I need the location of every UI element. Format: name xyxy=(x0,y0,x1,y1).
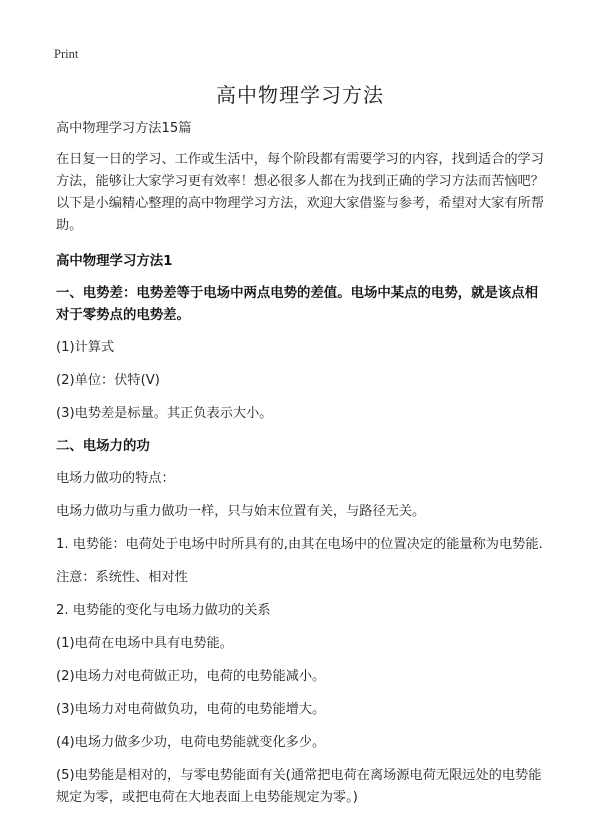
point-heading-field-work: 二、电场力的功 xyxy=(56,439,150,454)
list-item: (1)电荷在电场中具有电势能。 xyxy=(56,636,233,651)
article-subtitle: 高中物理学习方法15篇 xyxy=(56,121,192,136)
list-item: 电场力做功与重力做功一样，只与始末位置有关，与路径无关。 xyxy=(56,504,426,519)
print-link[interactable]: Print xyxy=(54,47,79,61)
point-heading-potential-difference: 一、电势差：电势差等于电场中两点电势的差值。电场中某点的电势，就是该点相对于零势点的电势差。 xyxy=(56,286,539,323)
list-item: 2. 电势能的变化与电场力做功的关系 xyxy=(56,603,271,618)
list-item: (1)计算式 xyxy=(56,340,115,355)
list-item: (4)电场力做多少功，电荷电势能就变化多少。 xyxy=(56,735,326,750)
list-item: (5)电势能是相对的，与零电势能面有关(通常把电荷在离场源电荷无限远处的电势能规定为零，或把电荷在大地表面上电势能规定为零。) xyxy=(56,768,542,805)
list-item: 注意：系统性、相对性 xyxy=(56,570,188,585)
list-item: 1. 电势能：电荷处于电场中时所具有的,由其在电场中的位置决定的能量称为电势能. xyxy=(56,537,543,552)
intro-paragraph: 在日复一日的学习、工作或生活中，每个阶段都有需要学习的内容，找到适合的学习方法，能够让大家学习更有效率！想必很多人都在为找到正确的学习方法而苦恼吧？以下是小编精心整理的高中物理学习方法，欢迎大家借鉴与参考，希望对大家有所帮助。 xyxy=(56,152,544,233)
list-item: (2)单位：伏特(V) xyxy=(56,373,160,388)
section-heading: 高中物理学习方法1 xyxy=(56,254,173,269)
list-item: (3)电场力对电荷做负功，电荷的电势能增大。 xyxy=(56,702,326,717)
article-body xyxy=(56,118,550,820)
list-item: 电场力做功的特点： xyxy=(56,471,175,486)
list-item: (3)电势差是标量。其正负表示大小。 xyxy=(56,406,273,421)
page-title: 高中物理学习方法 xyxy=(216,83,384,107)
list-item: (2)电场力对电荷做正功，电荷的电势能减小。 xyxy=(56,669,326,684)
